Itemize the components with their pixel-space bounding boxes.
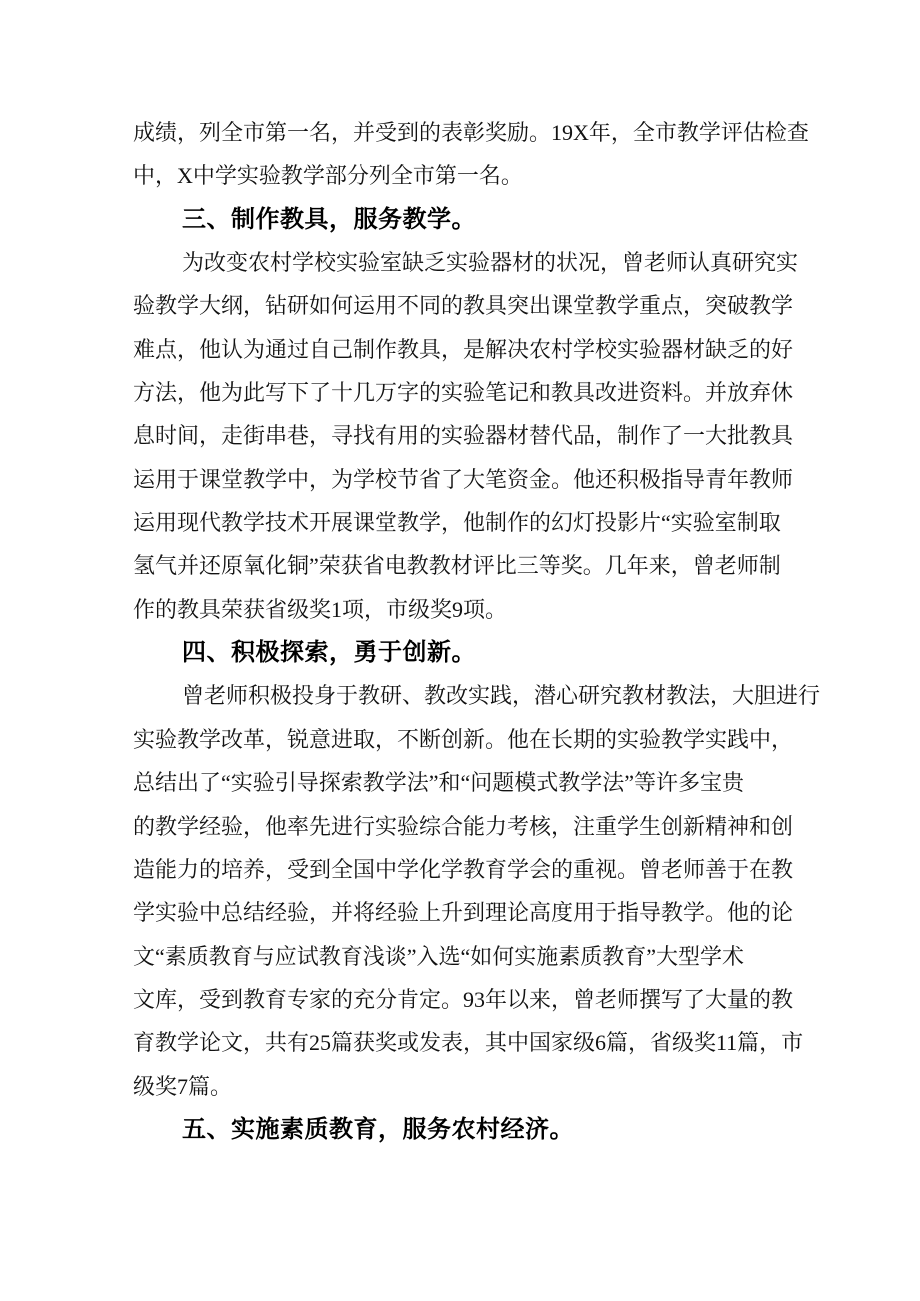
text-line: 曾老师积极投身于教研、教改实践，潜心研究教材教法，大胆进行	[182, 683, 821, 709]
section-heading: 五、实施素质教育，服务农村经济。	[182, 1115, 574, 1143]
text-line: 学实验中总结经验，并将经验上升到理论高度用于指导教学。他的论	[133, 900, 794, 926]
text-line: 文“素质教育与应试教育浅谈”入选“如何实施素质教育”大型学术	[133, 943, 745, 969]
text-line: 为改变农村学校实验室缺乏实验器材的状况，曾老师认真研究实	[182, 250, 799, 276]
text-line: 验教学大纲，钻研如何运用不同的教具突出课堂教学重点，突破教学	[133, 293, 794, 319]
text-line: 息时间，走街串巷，寻找有用的实验器材替代品，制作了一大批教具	[133, 423, 794, 449]
section-heading: 三、制作教具，服务教学。	[182, 205, 476, 233]
text-line: 文库，受到教育专家的充分肯定。93年以来，曾老师撰写了大量的教	[133, 986, 794, 1012]
text-line: 的教学经验，他率先进行实验综合能力考核，注重学生创新精神和创	[133, 813, 794, 839]
text-line: 难点，他认为通过自己制作教具，是解决农村学校实验器材缺乏的好	[133, 336, 794, 362]
text-line: 运用现代教学技术开展课堂教学，他制作的幻灯投影片“实验室制取	[133, 510, 781, 536]
text-line: 作的教具荣获省级奖1项，市级奖9项。	[133, 596, 508, 622]
text-line: 运用于课堂教学中，为学校节省了大笔资金。他还积极指导青年教师	[133, 466, 794, 492]
text-line: 育教学论文，共有25篇获奖或发表，其中国家级6篇，省级奖11篇，市	[133, 1030, 804, 1056]
section-heading: 四、积极探索，勇于创新。	[182, 639, 476, 667]
text-line: 中，X中学实验教学部分列全市第一名。	[133, 163, 523, 189]
text-line: 级奖7篇。	[133, 1073, 233, 1099]
text-line: 造能力的培养，受到全国中学化学教育学会的重视。曾老师善于在教	[133, 856, 794, 882]
text-line: 总结出了“实验引导探索教学法”和“问题模式教学法”等许多宝贵	[133, 770, 745, 796]
text-line: 方法，他为此写下了十几万字的实验笔记和教具改进资料。并放弃休	[133, 380, 794, 406]
document-body	[133, 111, 820, 1151]
text-line: 实验教学改革，锐意进取，不断创新。他在长期的实验教学实践中，	[133, 726, 794, 752]
text-line: 成绩，列全市第一名，并受到的表彰奖励。19X年，全市教学评估检查	[133, 120, 809, 145]
text-line: 氢气并还原氧化铜”荣获省电教教材评比三等奖。几年来，曾老师制	[133, 553, 781, 579]
